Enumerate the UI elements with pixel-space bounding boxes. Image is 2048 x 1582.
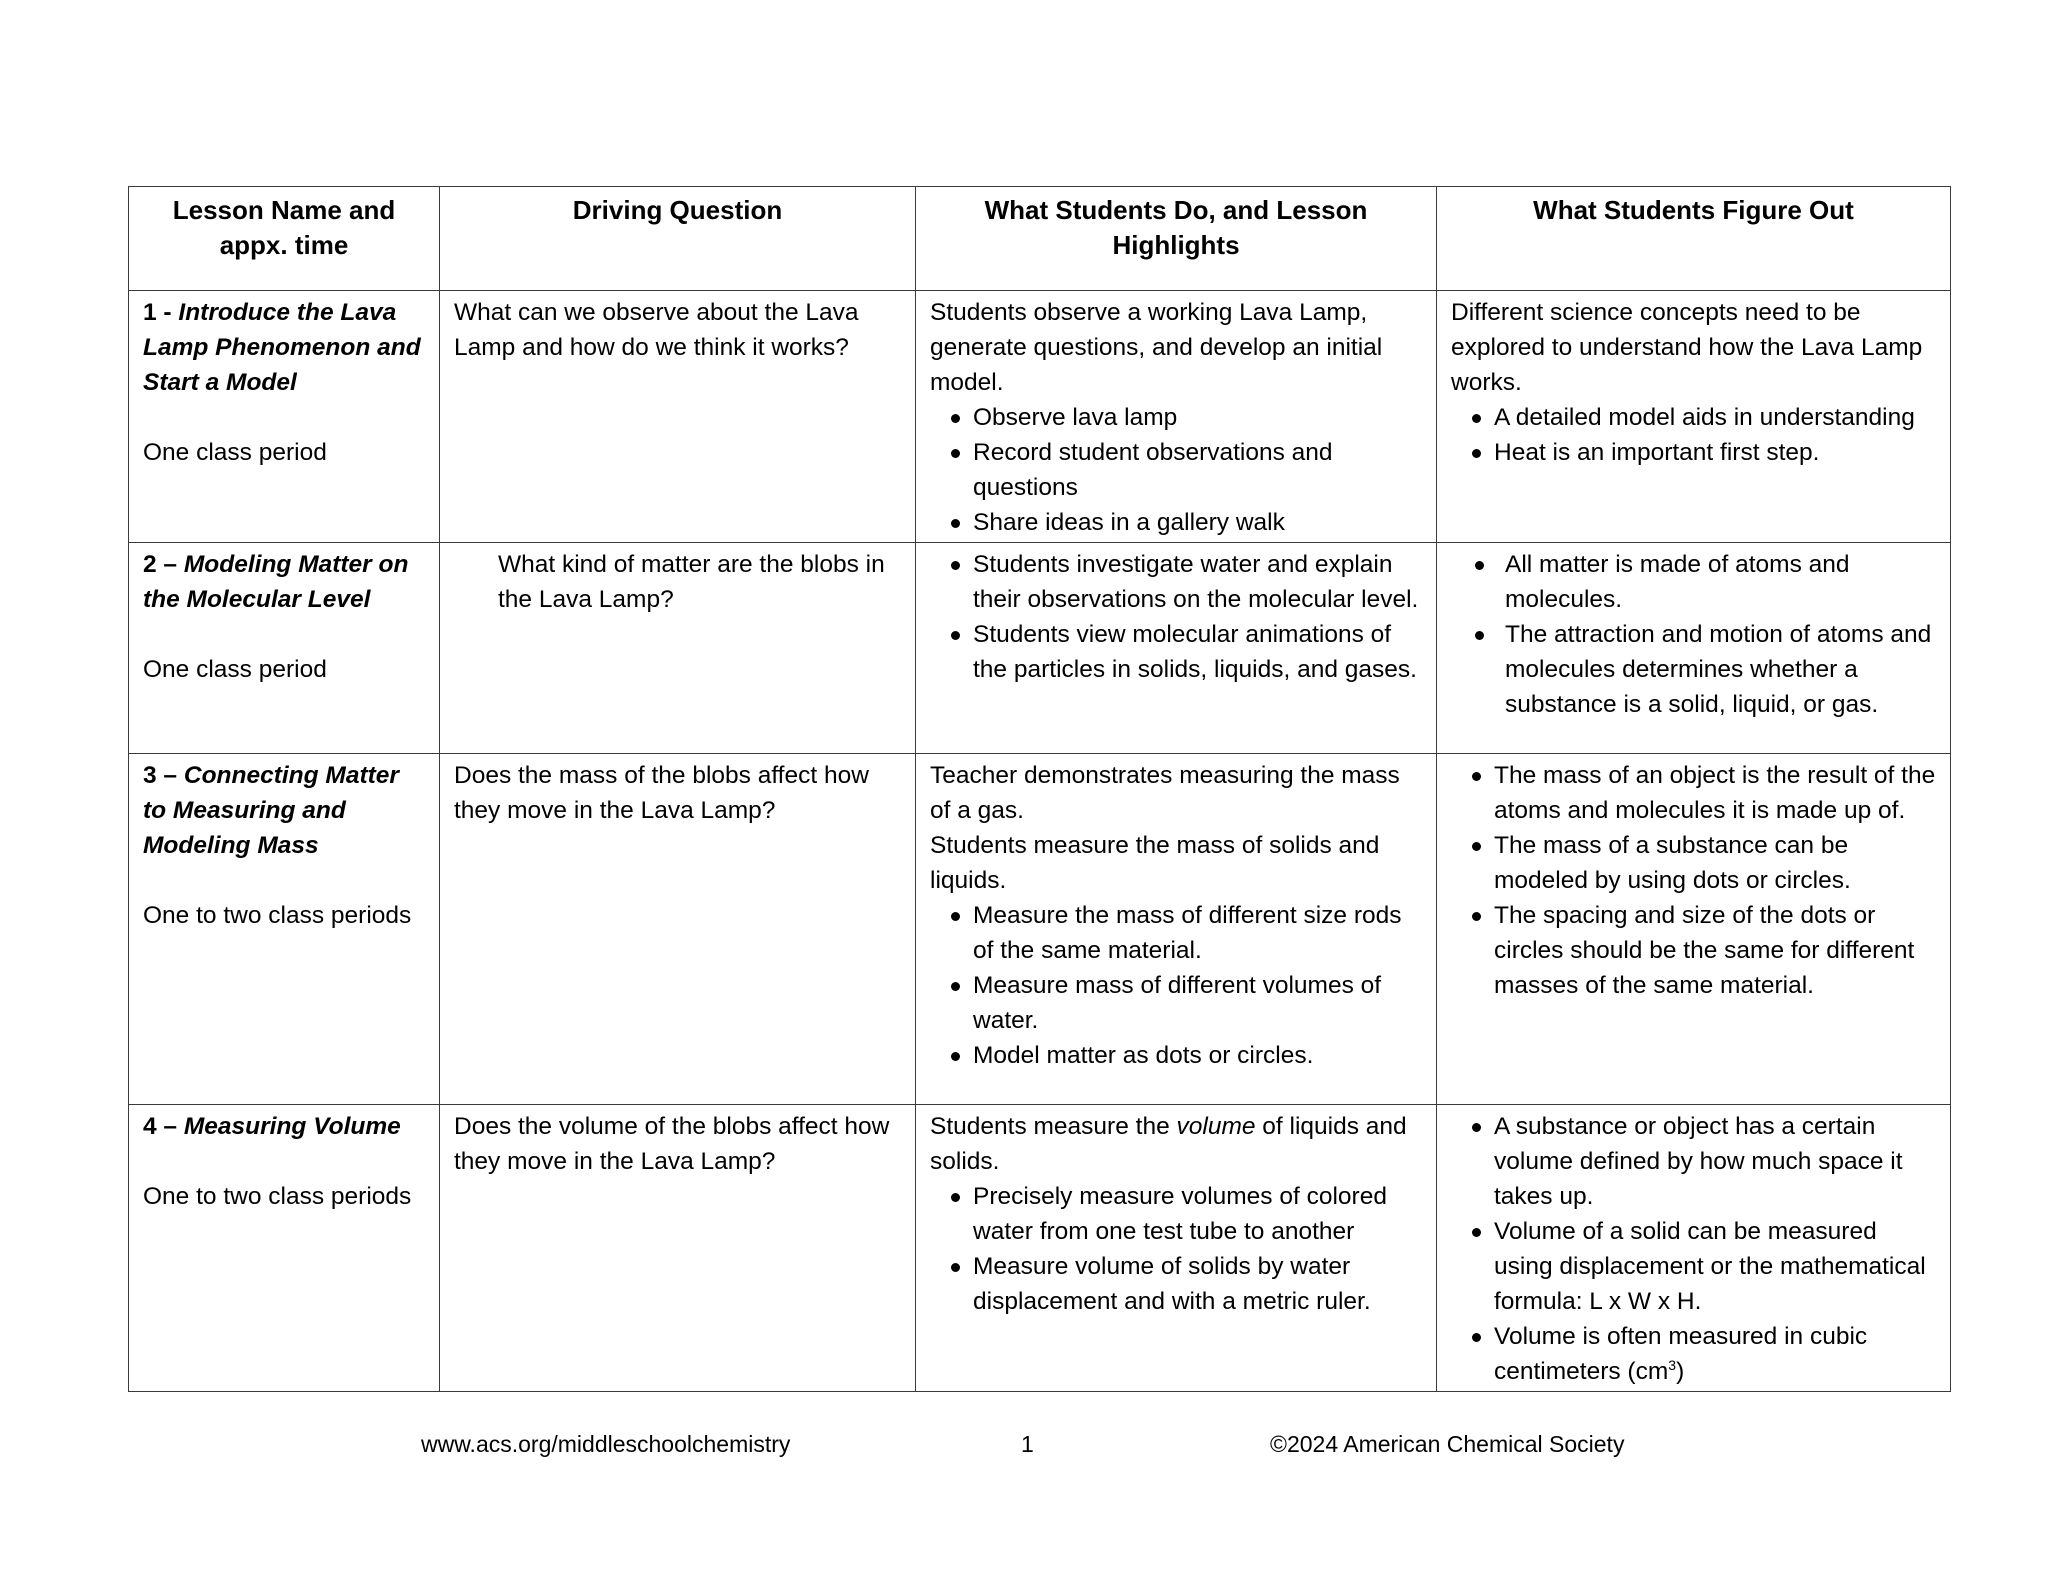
list-item: A detailed model aids in understanding [1494, 400, 1936, 435]
driving-question: What can we observe about the Lava Lamp and how do we think it works? [454, 299, 859, 361]
driving-question: Does the volume of the blobs affect how they move in the Lava Lamp? [454, 1113, 890, 1175]
header-driving-question: Driving Question [440, 187, 916, 291]
figure-last-post: ) [1676, 1358, 1685, 1385]
table-row [129, 754, 1951, 1105]
lesson-name [143, 758, 425, 863]
do-intro-pre: Students measure the [930, 1113, 1177, 1140]
lesson-time: One class period [143, 439, 327, 466]
figure-last-pre: Volume is often measured in cubic centimeters (cm [1494, 1323, 1868, 1385]
list-item: Measure volume of solids by water displacement and with a metric ruler. [973, 1249, 1422, 1319]
lesson-time: One to two class periods [143, 1183, 412, 1210]
do-intro [930, 1109, 1422, 1179]
list-item: Students view molecular animations of the particles in solids, liquids, and gases. [973, 617, 1422, 687]
list-item: A substance or object has a certain volume defined by how much space it takes up. [1494, 1109, 1936, 1214]
figure-list [1451, 1109, 1936, 1389]
lesson-name [143, 1109, 425, 1144]
table-row [129, 291, 1951, 543]
lesson-number: 1 - [143, 299, 172, 326]
list-item: The attraction and motion of atoms and molecules determines whether a substance is a solid, liquid, or gas. [1505, 617, 1936, 722]
header-what-students-figure-out: What Students Figure Out [1437, 187, 1951, 291]
lesson-name [143, 295, 425, 400]
list-item: Students investigate water and explain their observations on the molecular level. [973, 547, 1422, 617]
lesson-title: Introduce the Lava Lamp Phenomenon and Start a Model [143, 299, 421, 396]
list-item: All matter is made of atoms and molecules. [1505, 547, 1936, 617]
figure-cell [1437, 754, 1951, 1105]
figure-list [1451, 400, 1936, 470]
list-item: The spacing and size of the dots or circles should be the same for different masses of the same material. [1494, 898, 1936, 1003]
lesson-title: Measuring Volume [183, 1113, 401, 1140]
list-item [1494, 1319, 1936, 1389]
lesson-title: Connecting Matter to Measuring and Modeling Mass [143, 762, 399, 859]
list-item: Measure the mass of different size rods of the same material. [973, 898, 1422, 968]
lesson-name [143, 547, 425, 617]
table-header-row [129, 187, 1951, 291]
lesson-cell [129, 1105, 440, 1392]
driving-question: Does the mass of the blobs affect how they move in the Lava Lamp? [454, 762, 869, 824]
do-intro: Students measure the mass of solids and liquids. [930, 832, 1380, 894]
lesson-title: Modeling Matter on the Molecular Level [143, 551, 409, 613]
lesson-cell [129, 754, 440, 1105]
list-item: Measure mass of different volumes of water. [973, 968, 1422, 1038]
question-cell [440, 291, 916, 543]
lesson-time: One to two class periods [143, 902, 412, 929]
table-row [129, 1105, 1951, 1392]
list-item: Share ideas in a gallery walk [973, 505, 1422, 540]
do-intro: Teacher demonstrates measuring the mass of a gas. [930, 762, 1400, 824]
figure-cell [1437, 1105, 1951, 1392]
do-list [930, 400, 1422, 540]
figure-intro: Different science concepts need to be explored to understand how the Lava Lamp works. [1451, 299, 1923, 396]
question-cell [440, 754, 916, 1105]
do-intro-post: of liquids and solids. [930, 1113, 1407, 1175]
lesson-cell [129, 543, 440, 754]
list-item: Model matter as dots or circles. [973, 1038, 1422, 1073]
list-item: Precisely measure volumes of colored water from one test tube to another [973, 1179, 1422, 1249]
do-cell [916, 543, 1437, 754]
lesson-number: 4 – [143, 1113, 178, 1140]
list-item: Heat is an important first step. [1494, 435, 1936, 470]
figure-list [1451, 758, 1936, 1003]
list-item: The mass of a substance can be modeled by using dots or circles. [1494, 828, 1936, 898]
list-item: Volume of a solid can be measured using displacement or the mathematical formula: L x W x H. [1494, 1214, 1936, 1319]
list-item: Record student observations and questions [973, 435, 1422, 505]
list-item: The mass of an object is the result of the atoms and molecules it is made up of. [1494, 758, 1936, 828]
question-cell [440, 1105, 916, 1392]
lesson-table [128, 186, 1951, 1392]
do-intro: Students observe a working Lava Lamp, generate questions, and develop an initial model. [930, 299, 1383, 396]
header-lesson-name: Lesson Name and appx. time [129, 187, 440, 291]
figure-cell [1437, 543, 1951, 754]
footer-page-number: 1 [1021, 1431, 1034, 1457]
footer-url: www.acs.org/middleschoolchemistry [421, 1431, 791, 1457]
lesson-number: 3 – [143, 762, 178, 789]
do-intro-emphasis: volume [1176, 1113, 1256, 1140]
do-list [930, 547, 1422, 687]
figure-cell [1437, 291, 1951, 543]
table-row [129, 543, 1951, 754]
lesson-time: One class period [143, 656, 327, 683]
lesson-cell [129, 291, 440, 543]
question-cell [440, 543, 916, 754]
do-cell [916, 291, 1437, 543]
do-list [930, 1179, 1422, 1319]
superscript-three: 3 [1668, 1356, 1677, 1373]
do-cell [916, 1105, 1437, 1392]
do-list [930, 898, 1422, 1073]
header-what-students-do: What Students Do, and Lesson Highlights [916, 187, 1437, 291]
list-item: Observe lava lamp [973, 400, 1422, 435]
footer-copyright: ©2024 American Chemical Society [1270, 1431, 1625, 1457]
lesson-number: 2 – [143, 551, 178, 578]
driving-question: What kind of matter are the blobs in the Lava Lamp? [498, 551, 885, 613]
do-cell [916, 754, 1437, 1105]
figure-list [1451, 547, 1936, 722]
